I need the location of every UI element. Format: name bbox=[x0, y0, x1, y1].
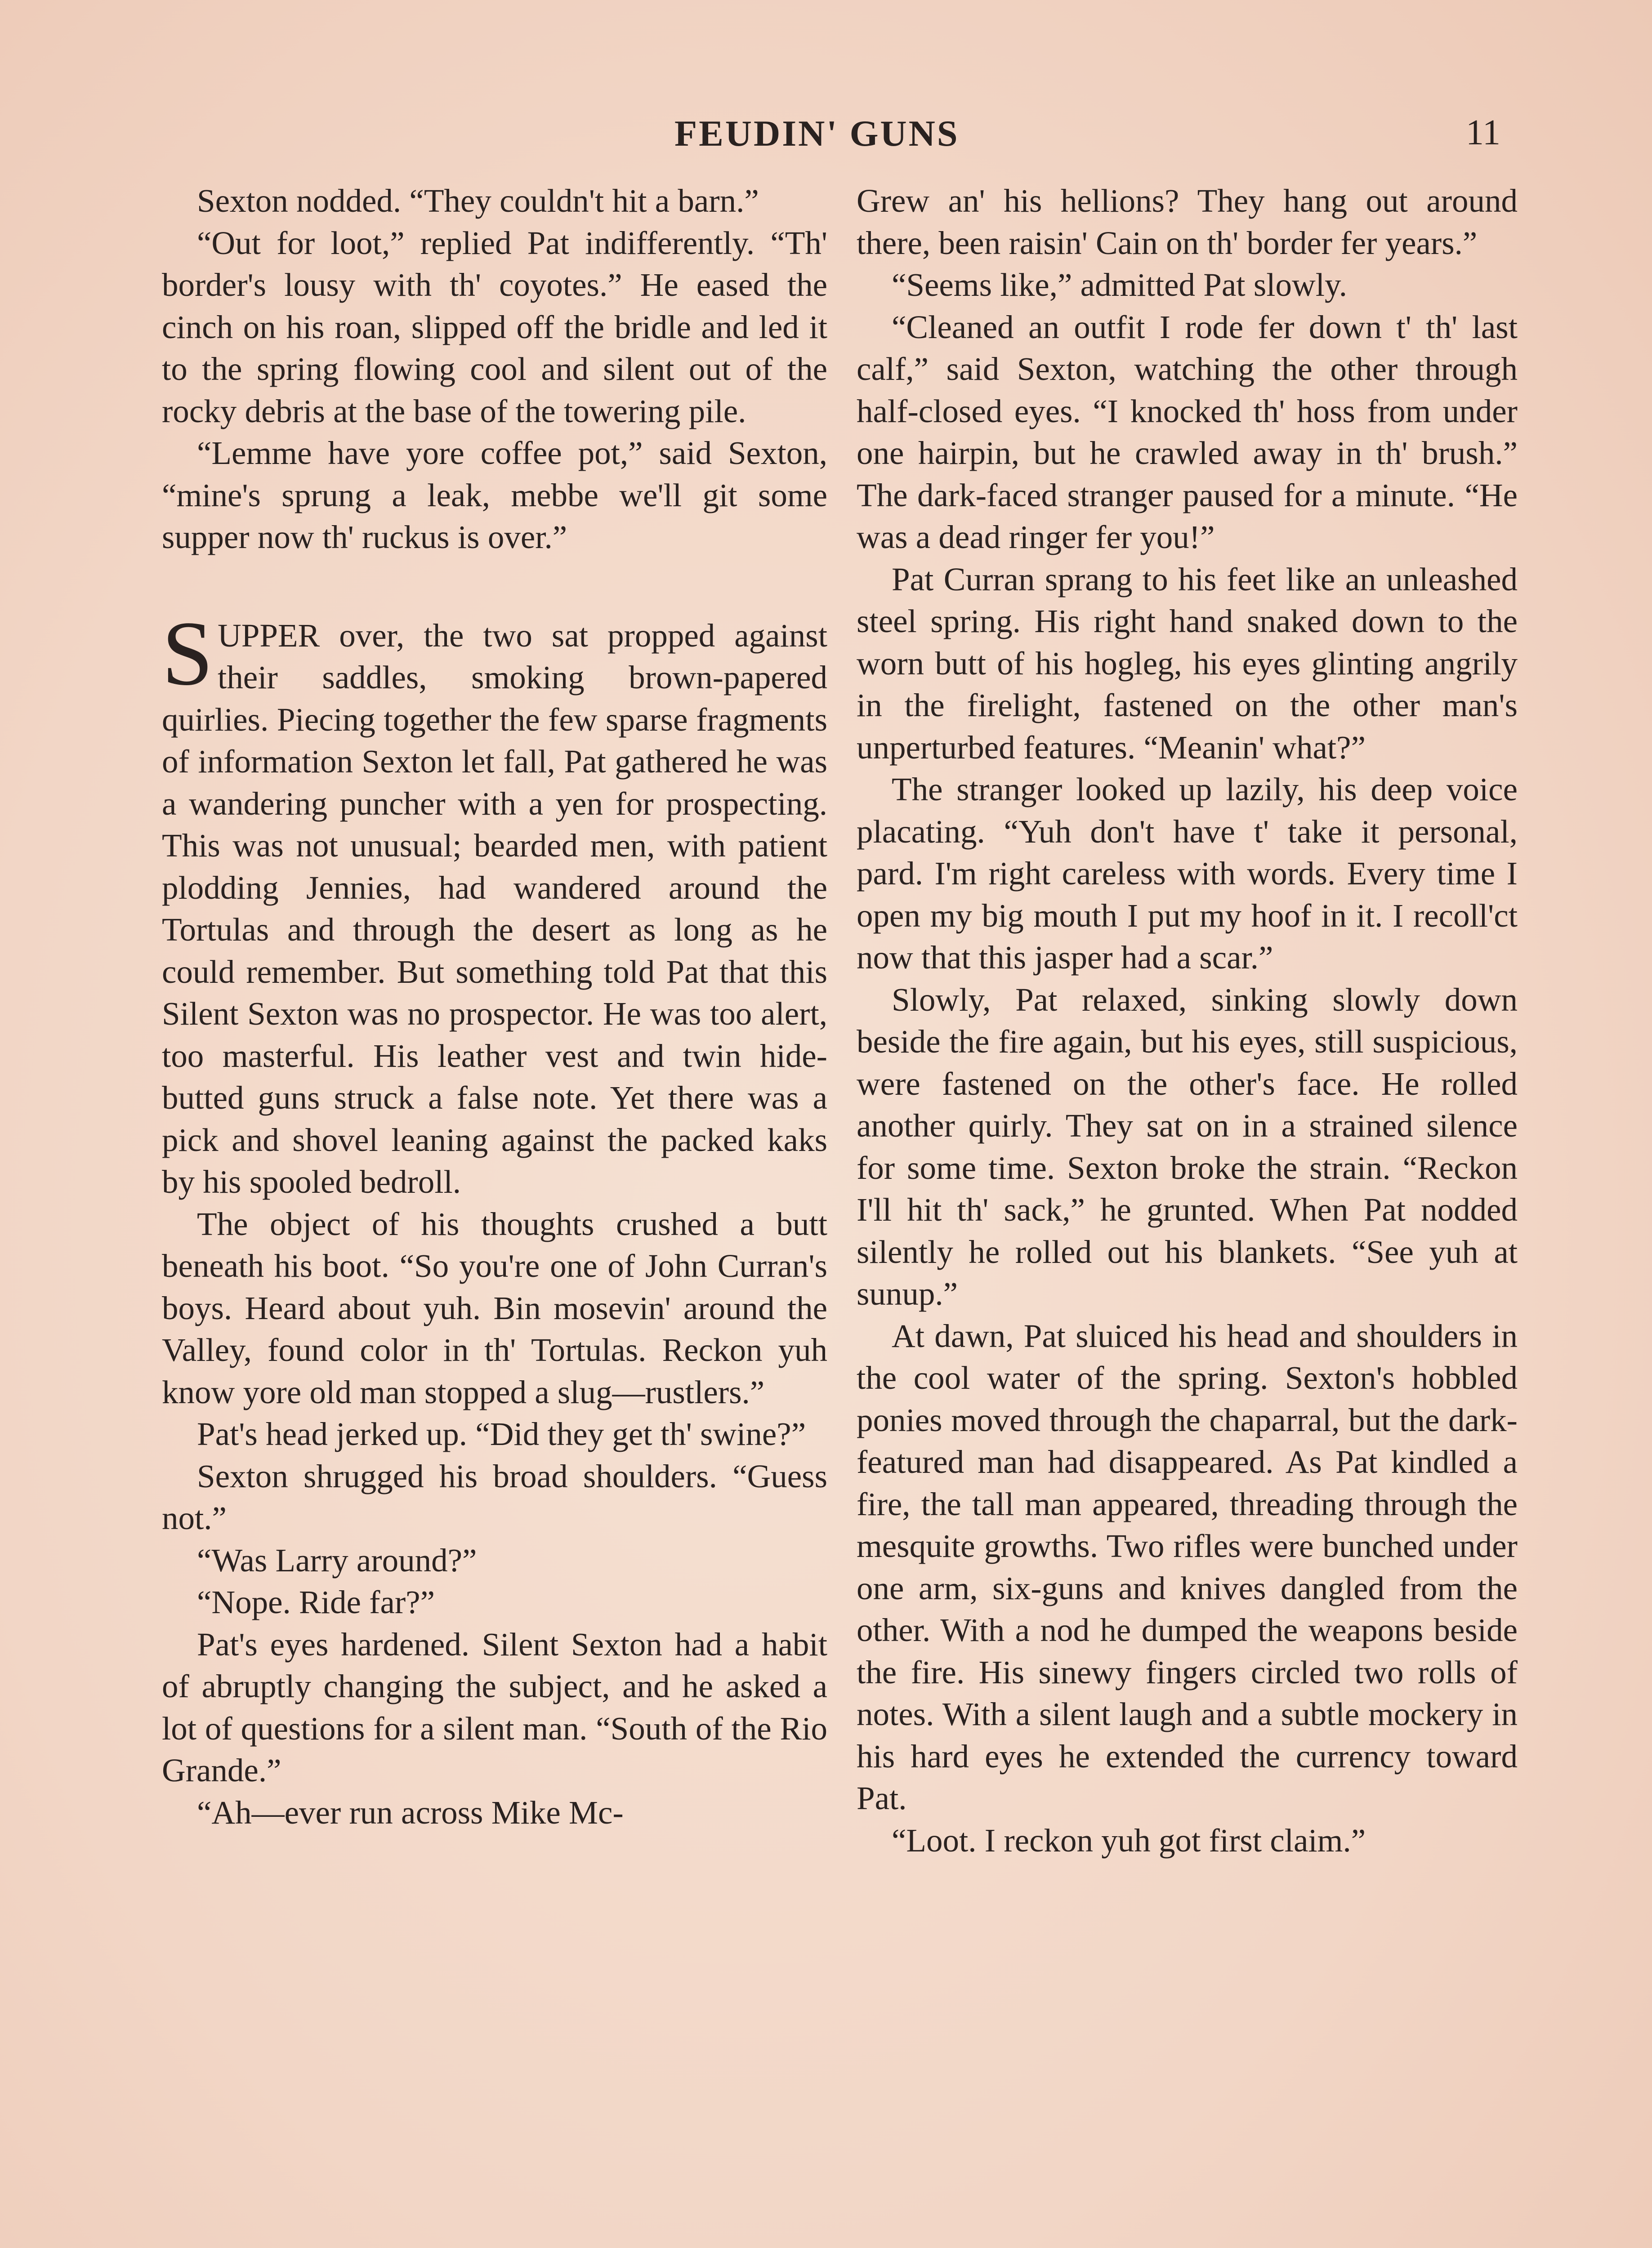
paragraph: “Cleaned an outfit I rode fer down t' th' last calf,” said Sexton, watching the other through half-closed eyes. “I knocked th' hoss from under one hairpin, but he crawled away in th' brush.” The dark-faced stranger paused for a minute. “He was a dead ringer fer you!” bbox=[857, 308, 1518, 555]
right-column bbox=[857, 180, 1518, 1861]
paragraph: “Out for loot,” replied Pat indifferently. “Th' border's lousy with th' coyotes.” He eased the cinch on his roan, slipped off the bridle and led it to the spring flowing cool and silent out of the rocky debris at the base of the towering pile. bbox=[162, 224, 827, 429]
paragraph: At dawn, Pat sluiced his head and shoulders in the cool water of the spring. Sexton's hobbled ponies moved through the chaparral, but the dark-featured man had disappeared. As Pat kindled a fire, the tall man appeared, threading through the mesquite growths. Two rifles were bunched under one arm, six-guns and knives dangled from the other. With a nod he dumped the weapons beside the fire. His sinewy fingers circled two rolls of notes. With a silent laugh and a subtle mockery in his hard eyes he extended the currency toward Pat. bbox=[857, 1317, 1518, 1816]
paragraph: “Was Larry around?” bbox=[197, 1542, 477, 1579]
paragraph-continued: Grew an' his hellions? They hang out around there, been raisin' Cain on th' border fer years.” bbox=[857, 183, 1518, 261]
paragraph: Sexton shrugged his broad shoulders. “Guess not.” bbox=[162, 1458, 827, 1536]
drop-cap: S bbox=[162, 602, 214, 705]
paragraph: Pat's eyes hardened. Silent Sexton had a habit of abruptly changing the subject, and he asked a lot of questions for a silent man. “South of the Rio Grande.” bbox=[162, 1626, 827, 1789]
paragraph: Sexton nodded. “They couldn't hit a barn.” bbox=[197, 183, 759, 219]
page-header bbox=[0, 112, 1652, 162]
left-column bbox=[162, 180, 827, 1833]
paragraph: “Nope. Ride far?” bbox=[197, 1584, 435, 1620]
paragraph-text: UPPER over, the two sat propped against their saddles, smoking brown-papered quirlies. Piecing together the few sparse fragments of information Sexton let fall, Pat gathered he was a wandering puncher with a yen for prospecting. This was not unusual; bearded men, with patient plodding Jennies, had wandered around the Tortulas and through the desert as long as he could remember. But something told Pat that this Silent Sexton was no prospector. He was too alert, too masterful. His leather vest and twin hide-butted guns struck a false note. Yet there was a pick and shovel leaning against the packed kaks by his spooled bedroll. bbox=[162, 617, 827, 1200]
paragraph: Slowly, Pat relaxed, sinking slowly down beside the fire again, but his eyes, still suspicious, were fastened on the other's face. He rolled another quirly. They sat on in a strained silence for some time. Sexton broke the strain. “Reckon I'll hit th' sack,” he grunted. When Pat nodded silently he rolled out his blankets. “See yuh at sunup.” bbox=[857, 981, 1518, 1312]
page-number: 11 bbox=[1466, 113, 1501, 152]
paragraph: Pat Curran sprang to his feet like an unleashed steel spring. His right hand snaked down to the worn butt of his hogleg, his eyes glinting angrily in the firelight, fastened on the other man's unperturbed features. “Meanin' what?” bbox=[857, 561, 1518, 766]
paragraph: The stranger looked up lazily, his deep voice placating. “Yuh don't have t' take it personal, pard. I'm right careless with words. Every time I open my big mouth I put my hoof in it. I recoll'ct now that this jasper had a scar.” bbox=[857, 771, 1518, 976]
paragraph: “Ah—ever run across Mike Mc- bbox=[197, 1794, 624, 1831]
running-title: FEUDIN' GUNS bbox=[674, 113, 960, 154]
paragraph: The object of his thoughts crushed a butt beneath his boot. “So you're one of John Curran's boys. Heard about yuh. Bin mosevin' around the Valley, found color in th' Tortulas. Reckon yuh know yore old man stopped a slug—rustlers.” bbox=[162, 1205, 827, 1410]
paragraph: “Lemme have yore coffee pot,” said Sexton, “mine's sprung a leak, mebbe we'll git some supper now th' ruckus is over.” bbox=[162, 435, 827, 555]
paragraph: Pat's head jerked up. “Did they get th' swine?” bbox=[197, 1416, 806, 1452]
section-opening-paragraph bbox=[162, 602, 827, 1203]
paragraph: “Seems like,” admitted Pat slowly. bbox=[892, 267, 1348, 303]
paragraph: “Loot. I reckon yuh got first claim.” bbox=[892, 1822, 1366, 1859]
